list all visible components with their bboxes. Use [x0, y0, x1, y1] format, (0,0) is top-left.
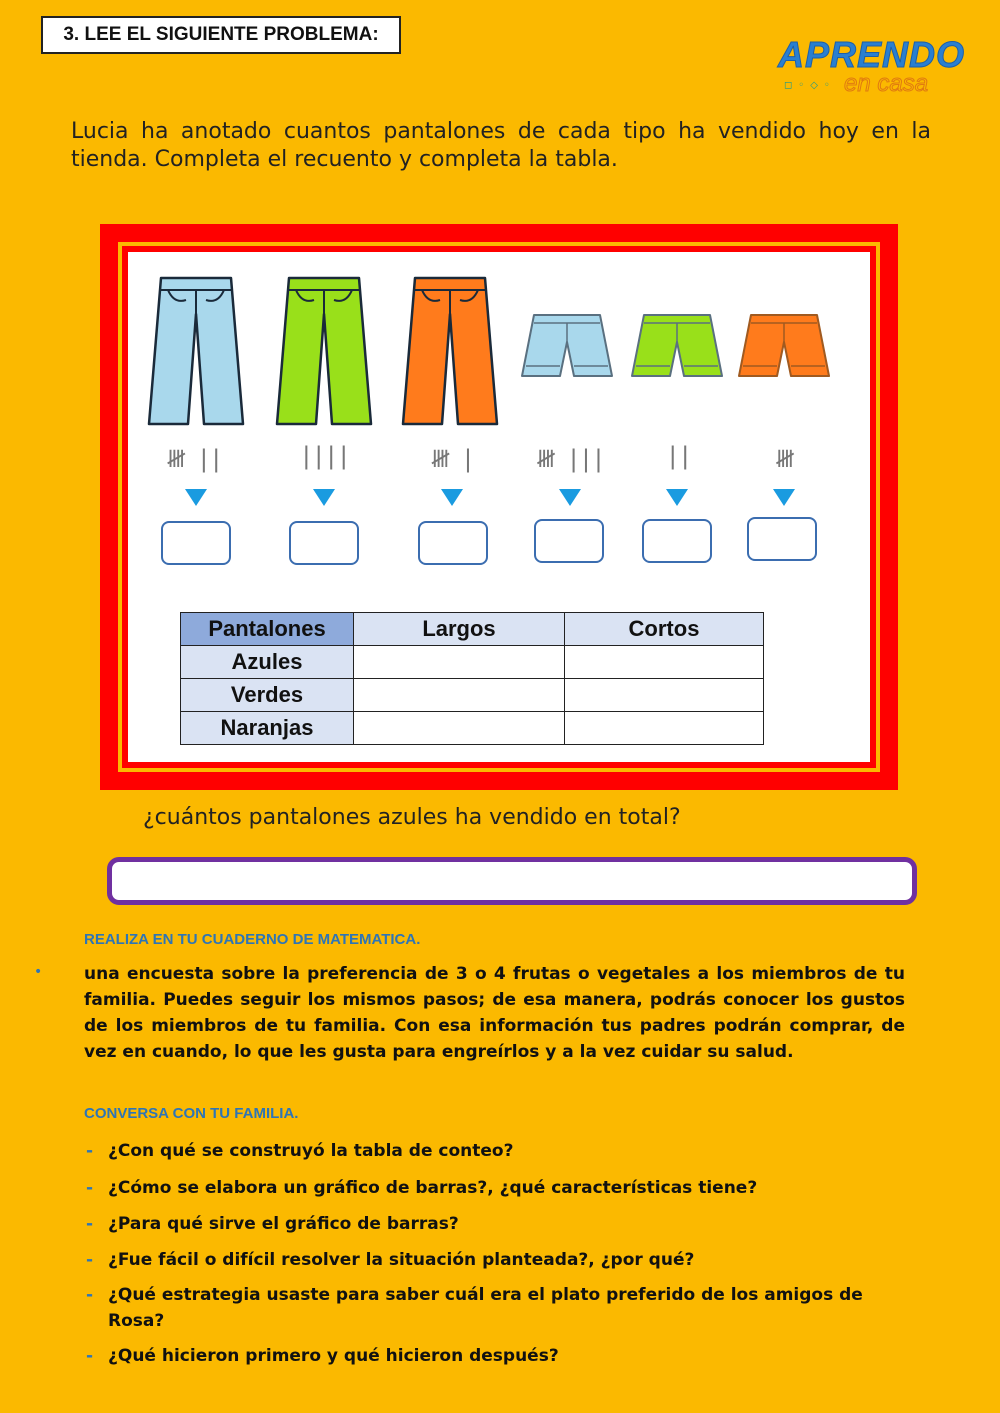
orange-shorts-icon: [737, 312, 831, 382]
count-box-blue-long[interactable]: [161, 521, 231, 565]
dash-icon: -: [86, 1214, 94, 1234]
cell-naranjas-largos[interactable]: [354, 712, 565, 745]
aprendo-en-casa-logo: [778, 34, 966, 98]
arrow-down-icon: [185, 489, 207, 506]
tally-orange-shorts: 𝍸: [775, 445, 793, 473]
pants-table: [180, 612, 764, 745]
list-item: - ¿Qué estrategia usaste para saber cuál era el plato preferido de los amigos de Rosa?: [86, 1282, 906, 1334]
cell-verdes-largos[interactable]: [354, 679, 565, 712]
survey-paragraph: una encuesta sobre la preferencia de 3 o 4 frutas o vegetales a los miembros de tu familia. Puedes seguir los mismos pasos; de esa manera, podrás conocer los gustos de los miembros de tu familia. Con esa información tus padres podrán comprar, de vez en cuando, lo que les gusta para engreírlos y a la vez cuidar su salud.: [84, 964, 905, 1062]
row-label: Azules: [181, 646, 354, 679]
bullet-icon: •: [34, 964, 43, 980]
count-box-orange-shorts[interactable]: [747, 517, 817, 561]
tally-orange-long: 𝍸 |: [430, 445, 474, 473]
row-label: Verdes: [181, 679, 354, 712]
dash-icon: -: [86, 1178, 94, 1198]
cell-naranjas-cortos[interactable]: [565, 712, 764, 745]
list-item: - ¿Con qué se construyó la tabla de conteo?: [86, 1138, 906, 1164]
total-answer-input[interactable]: [107, 857, 917, 905]
table-row: [181, 712, 764, 745]
arrow-down-icon: [559, 489, 581, 506]
cell-azules-cortos[interactable]: [565, 646, 764, 679]
arrow-down-icon: [441, 489, 463, 506]
section-title: 3. LEE EL SIGUIENTE PROBLEMA:: [41, 16, 401, 54]
green-shorts-icon: [630, 312, 724, 382]
count-box-blue-shorts[interactable]: [534, 519, 604, 563]
green-long-pants-icon: [274, 274, 374, 430]
row-label: Naranjas: [181, 712, 354, 745]
count-box-green-shorts[interactable]: [642, 519, 712, 563]
cell-azules-largos[interactable]: [354, 646, 565, 679]
orange-long-pants-icon: [400, 274, 500, 430]
list-item: - ¿Para qué sirve el gráfico de barras?: [86, 1211, 906, 1237]
dash-icon: -: [86, 1346, 94, 1366]
arrow-down-icon: [666, 489, 688, 506]
family-questions: [86, 1138, 906, 1369]
section-heading-conversa: CONVERSA CON TU FAMILIA.: [84, 1105, 299, 1122]
arrow-down-icon: [773, 489, 795, 506]
tally-green-long: ||||: [299, 442, 349, 470]
logo-sub-text: en casa: [844, 70, 929, 97]
count-box-green-long[interactable]: [289, 521, 359, 565]
list-item: - ¿Fue fácil o difícil resolver la situación planteada?, ¿por qué?: [86, 1247, 906, 1273]
list-item: - ¿Qué hicieron primero y qué hicieron después?: [86, 1343, 906, 1369]
table-header: Largos: [354, 613, 565, 646]
blue-long-pants-icon: [146, 274, 246, 430]
cell-verdes-cortos[interactable]: [565, 679, 764, 712]
dash-icon: -: [86, 1141, 94, 1161]
count-box-orange-long[interactable]: [418, 521, 488, 565]
table-header: Cortos: [565, 613, 764, 646]
dash-icon: -: [86, 1250, 94, 1270]
arrow-down-icon: [313, 489, 335, 506]
table-row: [181, 679, 764, 712]
logo-dots-icon: ◻◦◇◦: [784, 80, 836, 91]
table-header: Pantalones: [181, 613, 354, 646]
tally-green-shorts: ||: [665, 442, 691, 470]
blue-shorts-icon: [520, 312, 614, 382]
dash-icon: -: [86, 1285, 94, 1305]
table-row: [181, 646, 764, 679]
intro-text: Lucia ha anotado cuantos pantalones de cada tipo ha vendido hoy en la tienda. Completa el recuento y completa la tabla.: [71, 119, 931, 172]
tally-blue-shorts: 𝍸 |||: [536, 445, 604, 473]
total-question: ¿cuántos pantalones azules ha vendido en total?: [143, 805, 681, 830]
logo-main-text: APRENDO: [778, 34, 966, 75]
section-heading-cuaderno: REALIZA EN TU CUADERNO DE MATEMATICA.: [84, 931, 421, 948]
tally-blue-long: 𝍸 ||: [166, 445, 222, 473]
list-item: - ¿Cómo se elabora un gráfico de barras?, ¿qué características tiene?: [86, 1175, 906, 1201]
